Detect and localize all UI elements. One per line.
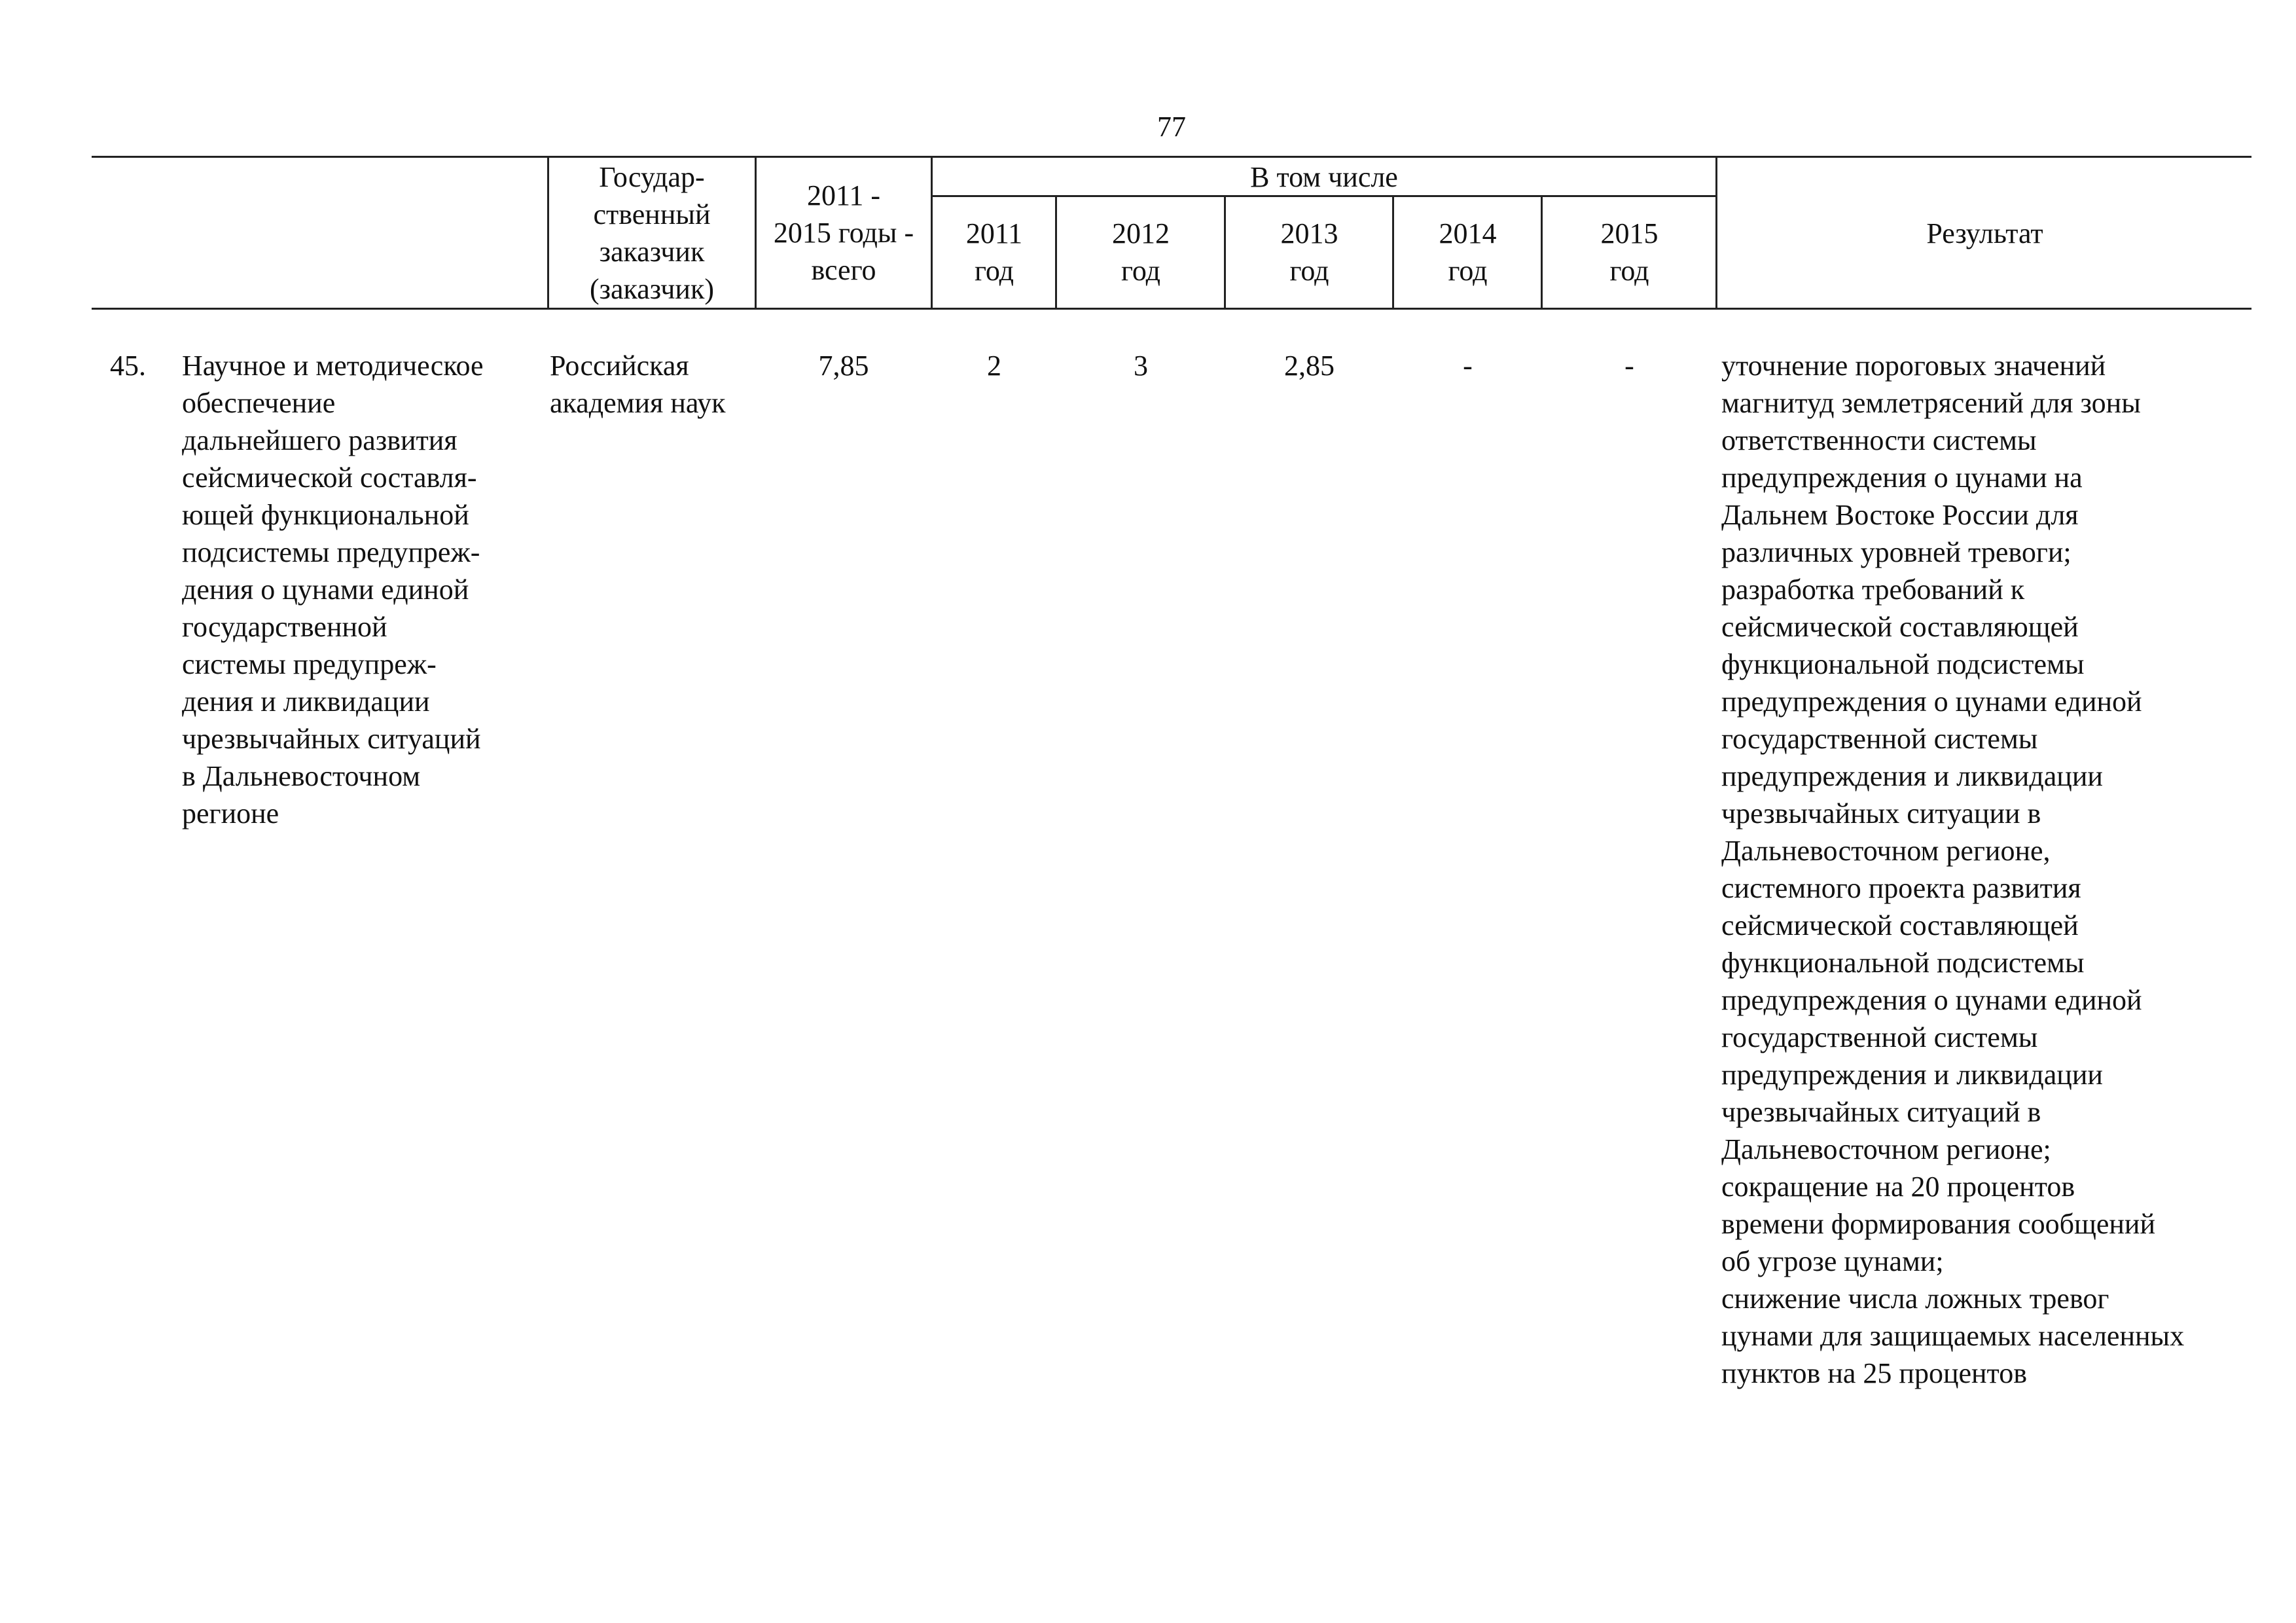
header-year-2013: 2013 год — [1280, 217, 1338, 287]
header-year-2012: 2012 год — [1112, 217, 1170, 287]
col-divider — [1392, 195, 1394, 308]
row-result: уточнение пороговых значений магнитуд землетрясений для зоны ответственности системы предупреждения о цунами на Дальнем Востоке России для различных уровней тревоги; разработка требований к сейсмической составляющей функциональной подсистемы предупреждения о цунами единой государственной системы предупреждения и ликвидации чрезвычайных ситуации в Дальневосточном регионе, системного проекта развития сейсмической составляющей функциональной подсистемы предупреждения о цунами единой государственной системы предупреждения и ликвидации чрезвычайных ситуаций в Дальневосточном регионе; сокращение на 20 процентов времени формирования сообщений об угрозе цунами; снижение числа ложных тревог цунами для защищаемых населенных пунктов на 25 процентов — [1721, 350, 2185, 1389]
col-divider — [1715, 156, 1717, 308]
row-2013: 2,85 — [1284, 350, 1335, 382]
header-year-2015: 2015 год — [1600, 217, 1659, 287]
row-2015: - — [1624, 350, 1634, 382]
col-divider — [1541, 195, 1543, 308]
row-customer: Российская академия наук — [550, 350, 726, 419]
header-total: 2011 - 2015 годы - всего — [773, 179, 914, 286]
header-year-2011: 2011 год — [965, 217, 1023, 287]
header-including: В том числе — [1250, 161, 1398, 193]
col-divider — [755, 156, 757, 308]
row-name: Научное и методическое обеспечение дальнейшего развития сейсмической составля- ющей функциональной подсистемы предупреж- дения о цунами единой государственной системы предупреж- дения и ликвидации чрезвычайных ситуаций в Дальневосточном регионе — [182, 350, 484, 830]
col-divider — [931, 156, 933, 308]
header-bottom-rule — [92, 308, 2251, 310]
row-total: 7,85 — [818, 350, 869, 382]
row-number: 45. — [110, 350, 146, 382]
header-year-2014: 2014 год — [1439, 217, 1497, 287]
row-2011: 2 — [987, 350, 1001, 382]
header-customer: Государ- ственный заказчик (заказчик) — [589, 161, 714, 305]
row-2012: 3 — [1134, 350, 1148, 382]
page-number: 77 — [1157, 111, 1186, 143]
table-top-rule — [92, 156, 2251, 158]
col-divider — [547, 156, 549, 308]
header-result: Результат — [1926, 217, 2043, 249]
col-divider — [1224, 195, 1226, 308]
row-2014: - — [1463, 350, 1473, 382]
col-divider — [1055, 195, 1057, 308]
